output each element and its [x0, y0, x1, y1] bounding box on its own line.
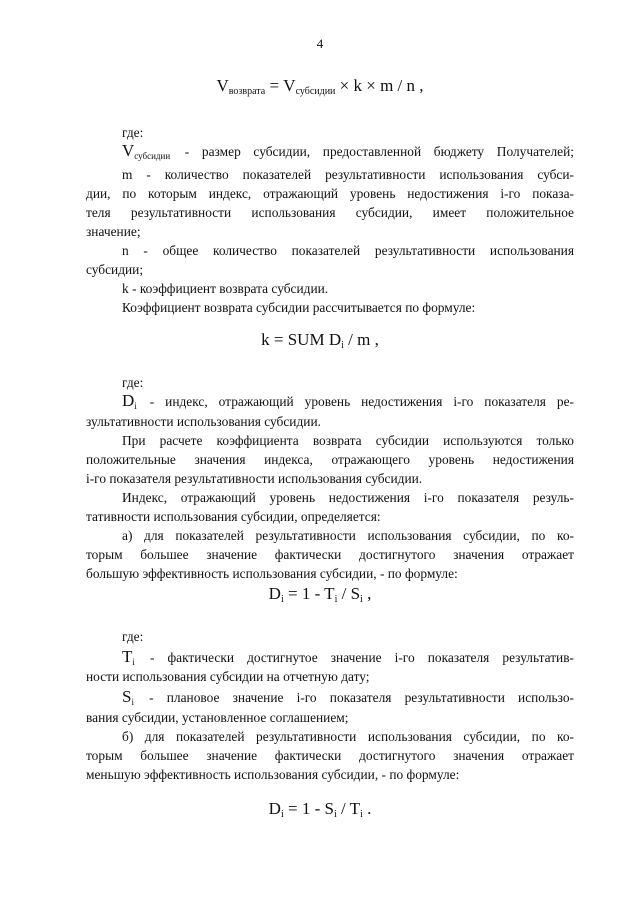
index-intro-line-1: Индекс, отражающий уровень недостижения i-го показателя резуль- — [122, 490, 574, 505]
formula-index-b: $D_i = 1 - S_i / T_i$ . — [268, 799, 372, 820]
calc-note-line-3: i-го показателя результативности использования субсидии. — [86, 471, 423, 486]
definition-t-line-1: $T_i$ - фактически достигнутое значение i-го показателя результатив- — [122, 647, 574, 667]
index-intro-line-2: тативности использования субсидии, определяется: — [86, 509, 381, 524]
definition-s-line-1: $S_i$ - плановое значение i-го показателя результативности использо- — [122, 687, 574, 707]
definition-s-line-2: вания субсидии, установленное соглашением; — [86, 710, 349, 725]
page-number: 4 — [316, 36, 324, 51]
definition-v-subsidy: $V_{субсидии}$ - размер субсидии, предоставленной бюджету Получателей; — [122, 141, 574, 161]
calc-note-line-2: положительные значения индекса, отражающего уровень недостижения — [86, 452, 574, 467]
case-a-line-2: торым большее значение фактически достигнутого значения отражает — [86, 547, 574, 562]
definition-n-line-1: n - общее количество показателей результативности использования — [122, 243, 574, 258]
definition-d-line-1: $D_i$ - индекс, отражающий уровень недостижения i-го показателя ре- — [122, 391, 574, 411]
definition-m-line-4: значение; — [86, 224, 141, 239]
definition-t-line-2: ности использования субсидии на отчетную дату; — [86, 669, 370, 684]
definition-n-line-2: субсидии; — [86, 262, 144, 277]
formula-index-a: $D_i = 1 - T_i / S_i$ , — [268, 584, 372, 605]
case-a-line-3: большую эффективность использования субсидии, - по формуле: — [86, 566, 458, 581]
formula-return-volume: $V_{возврата} = V_{субсидии} \times k \times m / n$ , — [216, 76, 424, 97]
where-label-1: где: — [122, 125, 144, 140]
where-label-3: где: — [122, 629, 144, 644]
formula-coefficient: k = SUM $D_i$ / m , — [261, 330, 379, 351]
case-b-line-1: б) для показателей результативности использования субсидии, по ко- — [122, 729, 574, 744]
coefficient-intro: Коэффициент возврата субсидии рассчитывается по формуле: — [122, 300, 476, 315]
definition-k: k - коэффициент возврата субсидии. — [122, 281, 329, 296]
case-a-line-1: а) для показателей результативности использования субсидии, по ко- — [122, 528, 574, 543]
definition-m-line-3: теля результативности использования субсидии, имеет положительное — [86, 205, 574, 220]
case-b-line-2: торым большее значение фактически достигнутого значения отражает — [86, 748, 574, 763]
definition-m-line-2: дии, по которым индекс, отражающий уровень недостижения i-го показа- — [86, 186, 574, 201]
where-label-2: где: — [122, 375, 144, 390]
definition-d-line-2: зультативности использования субсидии. — [86, 414, 321, 429]
definition-m-line-1: m - количество показателей результативности использования субси- — [122, 167, 574, 182]
case-b-line-3: меньшую эффективность использования субсидии, - по формуле: — [86, 767, 460, 782]
calc-note-line-1: При расчете коэффициента возврата субсидии используются только — [122, 433, 574, 448]
